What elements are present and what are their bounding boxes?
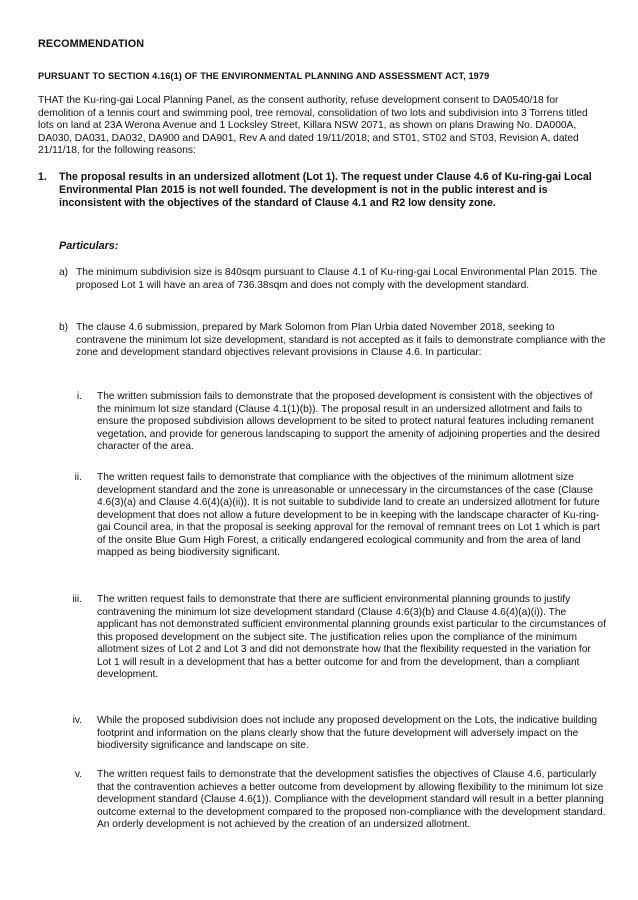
sub-item-text: The written request fails to demonstrate that compliance with the objectives of the minimum allotment size development standard and the zone is unreasonable or unnecessary in the circumstances of the case (Clause 4.6(3)(a) and Clause 4.6(4)(a)(ii)). It is not suitable to subdivide land to create an undersized allotment for future development that does not allow a future development to be in keeping with the landscape character of Ku-ring-gai Council area, in that the proposal is seeking approval for the removal of remnant trees on Lot 1 which is part of the onsite Blue Gum High Forest, a critically endangered ecological community and from the area of land mapped as being biodiversity significant. — [97, 472, 600, 558]
sub-item-text: The written request fails to demonstrate that the development satisfies the objectives of Clause 4.6, particularly that the contravention achieves a better outcome from development by allowing flexibility to the minimum lot size development standard (Clause 4.6(1)). Compliance with the development standard will result in a better planning outcome external to the development compared to the proposed non-compliance with the development standard. An orderly development is not achieved by the creation of an undersized allotment. — [97, 769, 606, 830]
particulars-label: Particulars: — [59, 240, 119, 252]
sub-item-label: v. — [74, 769, 82, 780]
sub-item-text: The written request fails to demonstrate that there are sufficient environmental planning grounds to justify contravening the minimum lot size development standard (Clause 4.6(3)(b) and Clause 4.6(4)(a)(i)). The applicant has not demonstrated sufficient environmental planning grounds exist particular to the circumstances of this proposed development on the subject site. The justification relies upon the compliance of the minimum allotment sizes of Lot 2 and Lot 3 and did not demonstrate how that the flexibility requested in the variation for Lot 1 will result in a development that has a better outcome for and from the development, than a compliant development. — [97, 594, 606, 680]
sub-item-label: ii. — [74, 472, 82, 483]
list-item-text: The minimum subdivision size is 840sqm pursuant to Clause 4.1 of Ku-ring-gai Local Environmental Plan 2015. The proposed Lot 1 will have an area of 736.38sqm and does not comply with the development standard. — [76, 267, 598, 291]
sub-item-text: The written submission fails to demonstrate that the proposed development is consistent with the objectives of the minimum lot size standard (Clause 4.1(1)(b)). The proposal result in an undersized allotment and fails to ensure the proposed subdivision allows development to be sited to protect natural features including remanent vegetation, and provide for generous landscaping to support the amenity of adjoining properties and the desired character of the area. — [97, 391, 600, 452]
sub-item-text: While the proposed subdivision does not include any proposed development on the Lots, the indicative building footprint and information on the plans clearly show that the future development will adversely impact on the biodiversity significance and landscape on site. — [97, 715, 598, 751]
list-item-label: b) — [59, 322, 69, 333]
reason-text: The proposal results in an undersized allotment (Lot 1). The request under Clause 4.6 of Ku-ring-gai Local Environmental Plan 2015 is not well founded. The development is not in the public interest and is inconsistent with the objectives of the standard of Clause 4.1 and R2 low density zone. — [59, 171, 592, 209]
sub-item-label: iii. — [72, 594, 82, 605]
list-item-label: a) — [59, 267, 69, 278]
section-subheading: PURSUANT TO SECTION 4.16(1) OF THE ENVIRONMENTAL PLANNING AND ASSESSMENT ACT, 1979 — [38, 71, 490, 81]
sub-item-label: iv. — [72, 715, 82, 726]
list-item-text: The clause 4.6 submission, prepared by Mark Solomon from Plan Urbia dated November 2018, seeking to contravene the minimum lot size development, standard is not accepted as it fails to demonstrate compliance with the zone and development standard objectives relevant provisions in Clause 4.6. In particular: — [76, 322, 606, 358]
intro-paragraph: THAT the Ku-ring-gai Local Planning Panel, as the consent authority, refuse development consent to DA0540/18 for demolition of a tennis court and swimming pool, tree removal, consolidation of two lots and subdivision into 3 Torrens titled lots on land at 23A Werona Avenue and 1 Locksley Street, Killara NSW 2071, as shown on plans Drawing No. DA000A, DA030, DA031, DA032, DA900 and DA901, Rev A and dated 19/11/2018; and ST01, ST02 and ST03, Revision A, dated 21/11/18, for the following reasons: — [38, 95, 588, 156]
sub-item-label: i. — [76, 391, 82, 402]
page-heading: RECOMMENDATION — [38, 38, 145, 50]
reason-number: 1. — [38, 171, 47, 183]
